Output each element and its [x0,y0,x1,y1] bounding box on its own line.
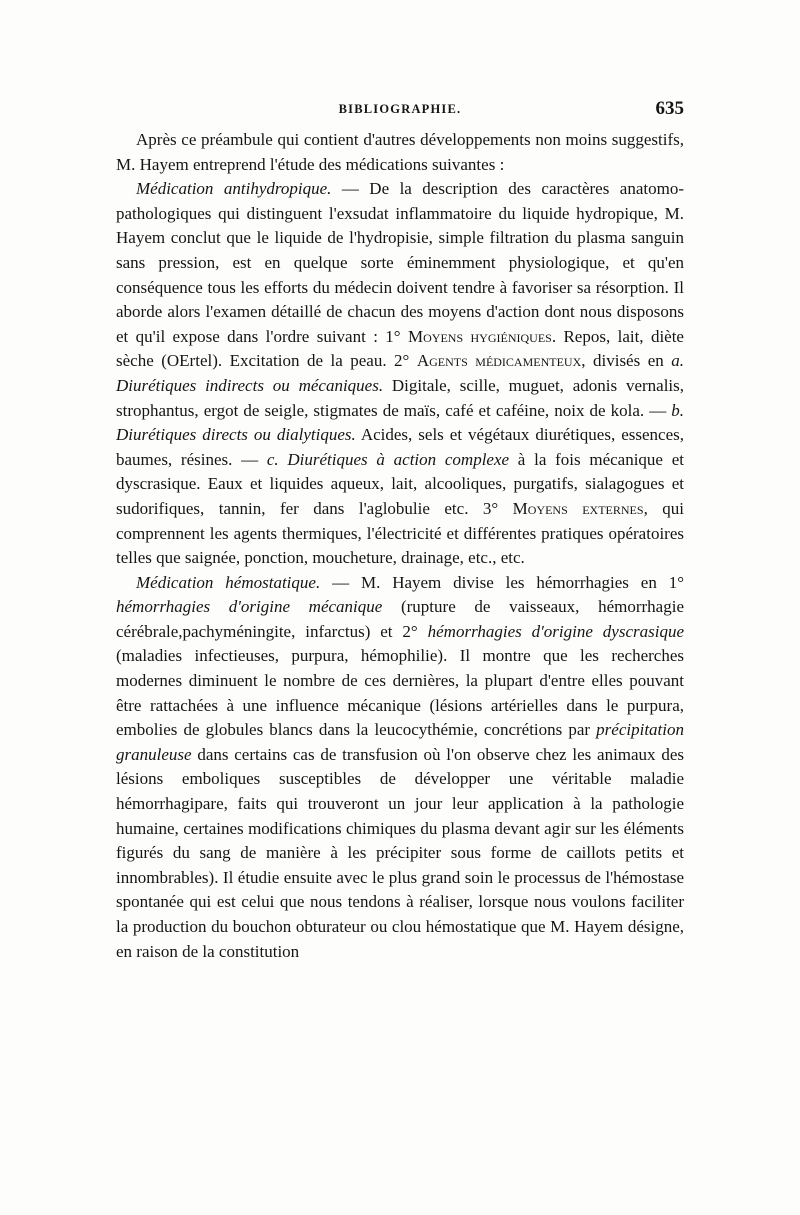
italic-term: précipitation granuleuse [116,720,684,764]
small-caps-term: Moyens externes [512,498,644,518]
paragraph-antihydropic [116,177,684,571]
text-run: dans certains cas de transfusion où l'on observe chez les animaux des lésions emboliques susceptibles de développer une véritable maladie hémorrhagipare, faits qui trouveront un jour leur application à la pathologie humaine, certaines modifications chimiques du plasma devant agir sur les éléments figurés du sang de manière à les précipiter sous forme de caillots petits et innombrables). Il étudie ensuite avec le plus grand soin le processus de l'hémostase spontanée qui est celui que nous tendons à réaliser, lorsque nous voulons faciliter la production du bouchon obturateur ou clou hémostatique que M. Hayem désigne, en raison de la constitution [116,744,684,961]
italic-term: hémorrhagies d'origine mécanique [116,597,383,617]
italic-term: c. Diurétiques à action complexe [266,449,510,469]
text-run: — M. Hayem divise les hémorrhagies en 1° [320,572,685,592]
small-caps-term: Agents médicamenteux [416,351,582,371]
running-head [116,98,684,128]
text-run: (rupture de vaisseaux, hémorrhagie cérébrale,pachyméningite, infarctus) et 2° [116,597,684,641]
text-run: , divisés en [581,351,672,371]
text-run: Acides, sels et végétaux diurétiques, essences, baumes, résines. — [116,425,684,469]
section-heading-hemostatic: Médication hémostatique. [136,572,321,592]
italic-term: b. Diurétiques directs ou dialytiques. [116,400,684,445]
text-run: , qui comprennent les agents thermiques, l'électricité et différentes pratiques opératoires telles que saignée, ponction, moucheture, drainage, etc., etc. [116,498,684,568]
body-text [116,128,684,964]
paragraph-hemostatic [116,571,684,965]
text-run: Digitale, scille, muguet, adonis vernalis, strophantus, ergot de seigle, stigmates de maïs, café et caféine, noix de kola. — [116,375,685,420]
text-run: — De la description des caractères anatomo-pathologiques qui distinguent l'exsudat inflammatoire du liquide hydropique, M. Hayem conclut que le liquide de l'hydropisie, simple filtration du plasma sanguin sans pression, est en quelque sorte éminemment physiologique, et qu'en conséquence tous les efforts du médecin doivent tendre à favoriser sa résorption. Il aborde alors l'examen détaillé de chacun des moyens d'action dont nous disposons et qu'il expose dans l'ordre suivant : 1° [116,179,684,346]
running-title: BIBLIOGRAPHIE. [338,102,462,116]
paragraph-intro: Après ce préambule qui contient d'autres développements non moins suggestifs, M. Hayem entreprend l'étude des médications suivantes : [116,130,684,174]
italic-term: a. Diurétiques indirects ou mécaniques. [116,351,684,395]
text-run: . Repos, lait, diète sèche (OErtel). Excitation de la peau. 2° [116,326,684,371]
small-caps-term: Moyens hygiéniques [408,326,552,346]
text-run: (maladies infectieuses, purpura, hémophilie). Il montre que les recherches modernes diminuent le nombre de ces dernières, la plupart d'entre elles pouvant être rattachées à une influence mécanique (lésions artérielles dans le purpura, embolies de globules blancs dans la leucocythémie, concrétions par [116,646,684,740]
section-heading-antihydropic: Médication antihydropique. [136,179,332,199]
italic-term: hémorrhagies d'origine dyscrasique [427,621,684,641]
text-run: à la fois mécanique et dyscrasique. Eaux et liquides aqueux, lait, alcooliques, purgatifs, sialagogues et sudorifiques, tannin, fer dans l'aglobulie etc. 3° [116,449,684,518]
page-number: 635 [655,98,684,119]
